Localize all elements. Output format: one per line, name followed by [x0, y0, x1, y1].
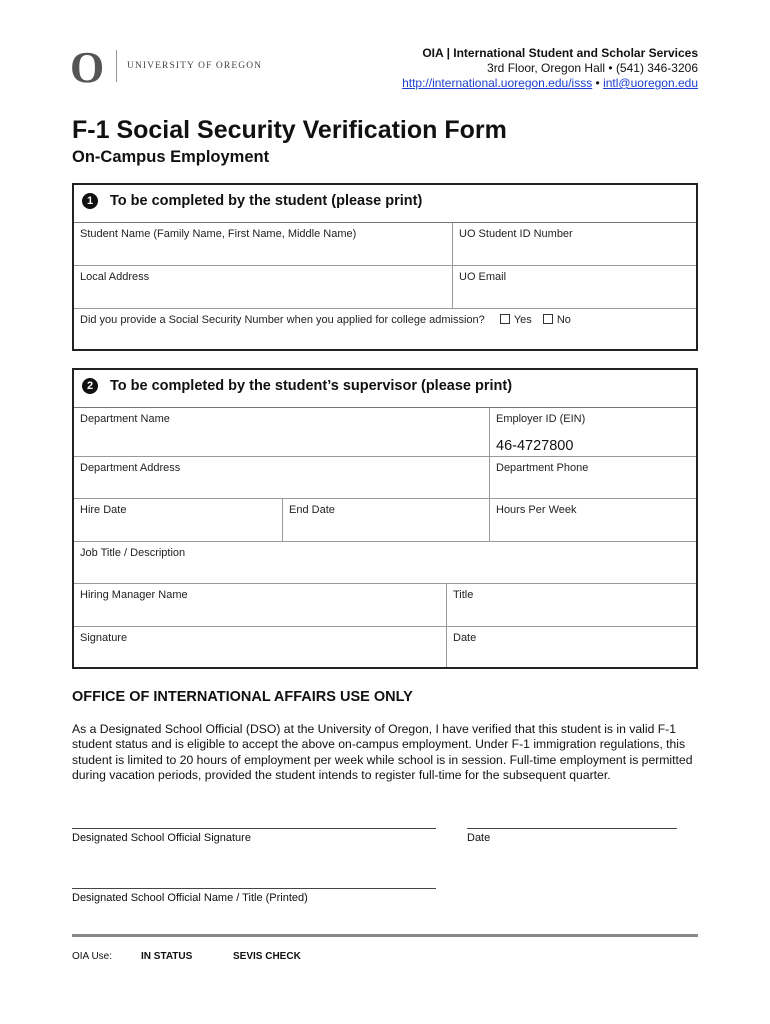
department-phone-label: Department Phone: [496, 462, 589, 474]
hiring-manager-row: [74, 584, 696, 627]
office-name: OIA | International Student and Scholar Services: [422, 46, 698, 60]
hours-per-week-field[interactable]: [489, 499, 696, 541]
dso-date-label: Date: [467, 832, 491, 844]
uo-email-field[interactable]: [452, 266, 696, 308]
university-logo-text: UNIVERSITY OF OREGON: [127, 61, 263, 71]
uo-email-label: UO Email: [459, 271, 507, 283]
supervisor-signature-field[interactable]: [74, 627, 446, 667]
section-number-1: 1: [82, 193, 98, 209]
hours-per-week-label: Hours Per Week: [496, 504, 577, 516]
manager-title-label: Title: [453, 589, 474, 601]
email-link[interactable]: intl@uoregon.edu: [603, 76, 698, 90]
website-link[interactable]: http://international.uoregon.edu/isss: [402, 76, 593, 90]
address-row: [74, 266, 696, 309]
signature-row: [74, 627, 696, 667]
ssn-question: [80, 314, 571, 326]
dso-name-label: Designated School Official Name / Title (Printed): [72, 892, 308, 904]
oia-use-label: OIA Use:: [72, 951, 113, 962]
department-address-field[interactable]: [74, 457, 489, 498]
dso-date-line[interactable]: [467, 828, 677, 829]
university-logo-mark: O: [70, 43, 105, 92]
dso-signature-label: Designated School Official Signature: [72, 832, 251, 844]
hiring-manager-field[interactable]: [74, 584, 446, 626]
office-contact: [402, 76, 698, 91]
supervisor-signature-label: Signature: [80, 632, 128, 644]
supervisor-date-label: Date: [453, 632, 477, 644]
local-address-label: Local Address: [80, 271, 150, 283]
page-title: F-1 Social Security Verification Form: [72, 116, 507, 144]
supervisor-section-heading: [74, 370, 696, 408]
department-address-row: [74, 457, 696, 499]
student-section-heading: [74, 185, 696, 223]
hire-date-label: Hire Date: [80, 504, 127, 516]
employer-id-label: Employer ID (EIN): [496, 413, 586, 425]
dates-row: [74, 499, 696, 542]
logo-divider: [116, 50, 117, 82]
job-title-field[interactable]: [74, 542, 696, 583]
office-address: 3rd Floor, Oregon Hall • (541) 346-3206: [487, 61, 698, 75]
student-id-label: UO Student ID Number: [459, 228, 573, 240]
no-label: No: [556, 314, 571, 326]
yes-checkbox[interactable]: [500, 314, 510, 324]
department-name-field[interactable]: [74, 408, 489, 456]
department-row: [74, 408, 696, 457]
ssn-question-text: Did you provide a Social Security Number when you applied for college admission?: [80, 314, 485, 326]
supervisor-date-field[interactable]: [446, 627, 696, 667]
student-id-field[interactable]: [452, 223, 696, 265]
local-address-field[interactable]: [74, 266, 452, 308]
page-subtitle: On-Campus Employment: [72, 148, 270, 166]
office-use-paragraph: As a Designated School Official (DSO) at the University of Oregon, I have verified that this student is in valid F-1 student status and is eligible to accept the above on-campus employment. Under F-1 immigration regulations, this student is limited to 20 hours of employment per week while school is in session. Full-time employment is permitted during vacation periods, provided the student intends to register full-time for the subsequent quarter.: [72, 722, 693, 782]
department-name-label: Department Name: [80, 413, 170, 425]
employer-id-field[interactable]: [489, 408, 696, 456]
office-use-heading: OFFICE OF INTERNATIONAL AFFAIRS USE ONLY: [72, 689, 413, 705]
student-section-title: To be completed by the student (please print): [110, 193, 423, 209]
student-name-field[interactable]: [74, 223, 452, 265]
employer-id-value: 46-4727800: [496, 438, 574, 454]
ssn-question-row: [74, 309, 696, 349]
no-checkbox[interactable]: [543, 314, 553, 324]
dso-signature-line[interactable]: [72, 828, 436, 829]
job-title-label: Job Title / Description: [80, 547, 186, 559]
section-number-2: 2: [82, 378, 98, 394]
dso-name-line[interactable]: [72, 888, 436, 889]
manager-title-field[interactable]: [446, 584, 696, 626]
department-phone-field[interactable]: [489, 457, 696, 498]
end-date-field[interactable]: [282, 499, 489, 541]
end-date-label: End Date: [289, 504, 335, 516]
hire-date-field[interactable]: [74, 499, 282, 541]
footer-divider: [72, 934, 698, 937]
in-status-label: IN STATUS: [141, 951, 193, 962]
supervisor-section-title: To be completed by the student’s supervisor (please print): [110, 378, 513, 394]
supervisor-section: [72, 368, 698, 669]
contact-separator: •: [592, 76, 604, 90]
sevis-check-label: SEVIS CHECK: [233, 951, 301, 962]
student-name-label: Student Name (Family Name, First Name, Middle Name): [80, 228, 357, 240]
yes-label: Yes: [513, 314, 532, 326]
student-section: [72, 183, 698, 351]
department-address-label: Department Address: [80, 462, 181, 474]
hiring-manager-label: Hiring Manager Name: [80, 589, 188, 601]
student-name-row: [74, 223, 696, 266]
job-title-row: [74, 542, 696, 584]
